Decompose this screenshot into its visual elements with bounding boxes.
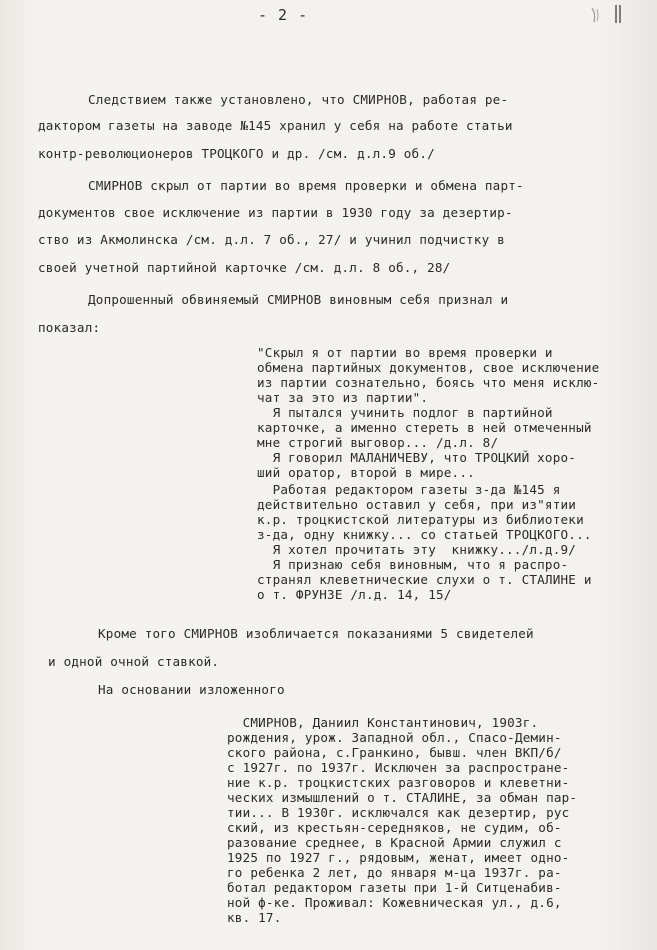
bio-line: разование среднее, в Красной Армии служил с [227, 835, 562, 850]
bio-line: ботал редактором газеты при 1-й Ситценабив- [227, 880, 562, 895]
text-line: ство из Акмолинска /см. д.л. 7 об., 27/ и учинил подчистку в [38, 232, 505, 247]
text-line: Следствием также установлено, что СМИРНОВ, работая ре- [88, 92, 509, 107]
handwritten-mark [582, 2, 622, 30]
text-line: контр-революционеров ТРОЦКОГО и др. /см. д.л.9 об./ [38, 146, 435, 161]
bio-line: ского района, с.Гранкино, бывш. член ВКП/б/ [227, 745, 562, 760]
bio-line: кв. 17. [227, 910, 282, 925]
quote-line: Работая редактором газеты з-да №145 я [257, 482, 561, 497]
bio-line: го ребенка 2 лет, до января м-ца 1937г. ра- [227, 865, 562, 880]
quote-line: карточке, а именно стереть в ней отмеченный [257, 420, 592, 435]
quote-line: к.р. троцкистской литературы из библиотеки [257, 512, 584, 527]
bio-line: ческих измышлений о т. СТАЛИНЕ, за обман пар- [227, 790, 578, 805]
bio-line: рождения, урож. Западной обл., Спасо-Демин- [227, 730, 562, 745]
text-line: Допрошенный обвиняемый СМИРНОВ виновным себя признал и [88, 292, 509, 307]
bio-line: СМИРНОВ, Даниил Константинович, 1903г. [227, 715, 539, 730]
bio-line: ние к.р. троцкистских разговоров и клеветни- [227, 775, 570, 790]
bio-line: 1925 по 1927 г., рядовым, женат, имеет одно- [227, 850, 570, 865]
bio-line: с 1927г. по 1937г. Исключен за распростране- [227, 760, 570, 775]
quote-line: странял клеветнические слухи о т. СТАЛИНЕ и [257, 572, 592, 587]
quote-line: Я говорил МАЛАНИЧЕВУ, что ТРОЦКИЙ хоро- [257, 450, 577, 465]
page-number: - 2 - [258, 6, 309, 24]
text-line: На основании изложенного [98, 682, 285, 697]
text-line: СМИРНОВ скрыл от партии во время проверки и обмена парт- [88, 178, 524, 193]
quote-line: Я пытался учинить подлог в партийной [257, 405, 553, 420]
quote-line: Я хотел прочитать эту книжку.../л.д.9/ [257, 542, 577, 557]
text-line: дактором газеты на заводе №145 хранил у себя на работе статьи [38, 118, 513, 133]
quote-line: мне строгий выговор... /д.л. 8/ [257, 435, 499, 450]
text-line: Кроме того СМИРНОВ изобличается показаниями 5 свидетелей [98, 626, 534, 641]
quote-line: Я признаю себя виновным, что я распро- [257, 557, 569, 572]
quote-line: из партии сознательно, боясь что меня исклю- [257, 375, 600, 390]
quote-line: з-да, одну книжку... со статьей ТРОЦКОГО... [257, 527, 592, 542]
quote-line: ший оратор, второй в мире... [257, 465, 475, 480]
quote-line: "Скрыл я от партии во время проверки и [257, 345, 553, 360]
text-line: и одной очной ставкой. [48, 654, 220, 669]
quote-line: чат за это из партии". [257, 390, 429, 405]
quote-line: обмена партийных документов, свое исключение [257, 360, 600, 375]
text-line: показал: [38, 320, 101, 335]
quote-line: действительно оставил у себя, при из"ятии [257, 497, 577, 512]
quote-line: о т. ФРУНЗЕ /л.д. 14, 15/ [257, 587, 452, 602]
bio-line: ной ф-ке. Проживал: Кожевническая ул., д.6, [227, 895, 562, 910]
text-line: своей учетной партийной карточке /см. д.л. 8 об., 28/ [38, 260, 451, 275]
bio-line: ский, из крестьян-середняков, не судим, об- [227, 820, 562, 835]
bio-line: тии... В 1930г. исключался как дезертир, рус [227, 805, 570, 820]
text-line: документов свое исключение из партии в 1930 году за дезертир- [38, 205, 513, 220]
